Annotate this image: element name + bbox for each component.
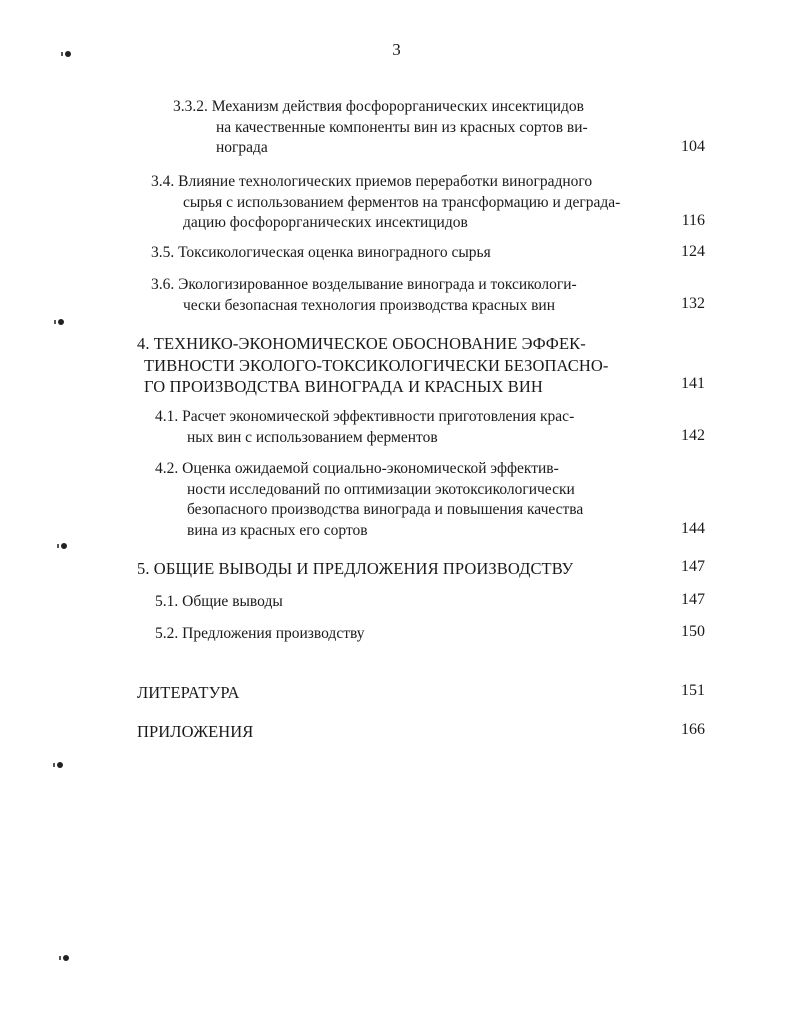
toc-entry-4 (137, 333, 608, 398)
binding-mark (58, 319, 64, 325)
binding-mark (57, 762, 63, 768)
toc-entry-appendices (137, 721, 253, 743)
toc-entry-5-2 (155, 624, 365, 645)
toc-entry-3-5 (151, 243, 491, 264)
toc-entry-3-4 (151, 172, 620, 234)
toc-entry-4-2 (155, 459, 583, 541)
toc-entry-line: ности исследований по оптимизации экотоксикологически (187, 480, 575, 498)
toc-page-number: 142 (681, 427, 705, 444)
toc-entry-line: вина из красных его сортов (187, 521, 368, 539)
toc-entry-line: дацию фосфорорганических инсектицидов (183, 214, 468, 231)
toc-entry-line: 3.4. Влияние технологических приемов переработки виноградного (151, 173, 593, 190)
toc-page-number: 166 (681, 721, 705, 738)
toc-entry-line: 4.1. Расчет экономической эффективности приготовления крас- (155, 408, 575, 425)
binding-mark (61, 543, 67, 549)
toc-page-number: 124 (681, 243, 705, 260)
toc-page-number: 132 (681, 295, 705, 312)
toc-entry-line: нограда (216, 139, 268, 156)
toc-entry-line: 3.5. Токсикологическая оценка виноградного сырья (151, 244, 491, 261)
toc-entry-line: ПРИЛОЖЕНИЯ (137, 722, 254, 741)
toc-entry-3-6 (151, 275, 577, 316)
toc-entry-line: 5.2. Предложения производству (155, 625, 365, 642)
toc-page-number: 116 (681, 212, 705, 229)
toc-entry-line: 4.2. Оценка ожидаемой социально-экономической эффектив- (155, 460, 559, 477)
toc-entry-5 (137, 558, 573, 580)
toc-entry-line: безопасного производства винограда и повышения качества (187, 501, 584, 518)
toc-entry-line: ГО ПРОИЗВОДСТВА ВИНОГРАДА И КРАСНЫХ ВИН (144, 377, 543, 396)
toc-entry-line: ТИВНОСТИ ЭКОЛОГО-ТОКСИКОЛОГИЧЕСКИ БЕЗОПАСНО- (144, 355, 609, 375)
toc-entry-3-3-2 (173, 97, 588, 159)
binding-mark (65, 51, 71, 57)
toc-entry-line: 4. ТЕХНИКО-ЭКОНОМИЧЕСКОЕ ОБОСНОВАНИЕ ЭФФЕК- (137, 334, 586, 353)
toc-page-number: 151 (681, 682, 705, 699)
toc-page-number: 147 (681, 591, 705, 608)
toc-entry-line: 5.1. Общие выводы (155, 593, 283, 610)
toc-entry-4-1 (155, 407, 574, 448)
page-number: 3 (392, 40, 401, 59)
toc-entry-line: 3.3.2. Механизм действия фосфорорганических инсектицидов (173, 98, 584, 115)
toc-page-number: 150 (681, 623, 705, 640)
toc-page-number: 104 (681, 138, 705, 155)
toc-entry-line: сырья с использованием ферментов на трансформацию и деграда- (183, 193, 621, 211)
toc-entry-line: ЛИТЕРАТУРА (137, 683, 240, 702)
toc-page-number: 147 (681, 558, 705, 575)
toc-page-number: 144 (681, 520, 705, 537)
binding-mark (63, 955, 69, 961)
toc-entry-line: чески безопасная технология производства красных вин (183, 296, 556, 314)
toc-entry-line: 3.6. Экологизированное возделывание винограда и токсикологи- (151, 276, 577, 293)
toc-entry-line: на качественные компоненты вин из красных сортов ви- (216, 118, 588, 136)
toc-page-number: 141 (681, 375, 705, 392)
toc-entry-line: ных вин с использованием ферментов (187, 428, 438, 446)
toc-entry-line: 5. ОБЩИЕ ВЫВОДЫ И ПРЕДЛОЖЕНИЯ ПРОИЗВОДСТВУ (137, 559, 574, 578)
toc-entry-literature (137, 682, 240, 704)
toc-entry-5-1 (155, 592, 283, 613)
